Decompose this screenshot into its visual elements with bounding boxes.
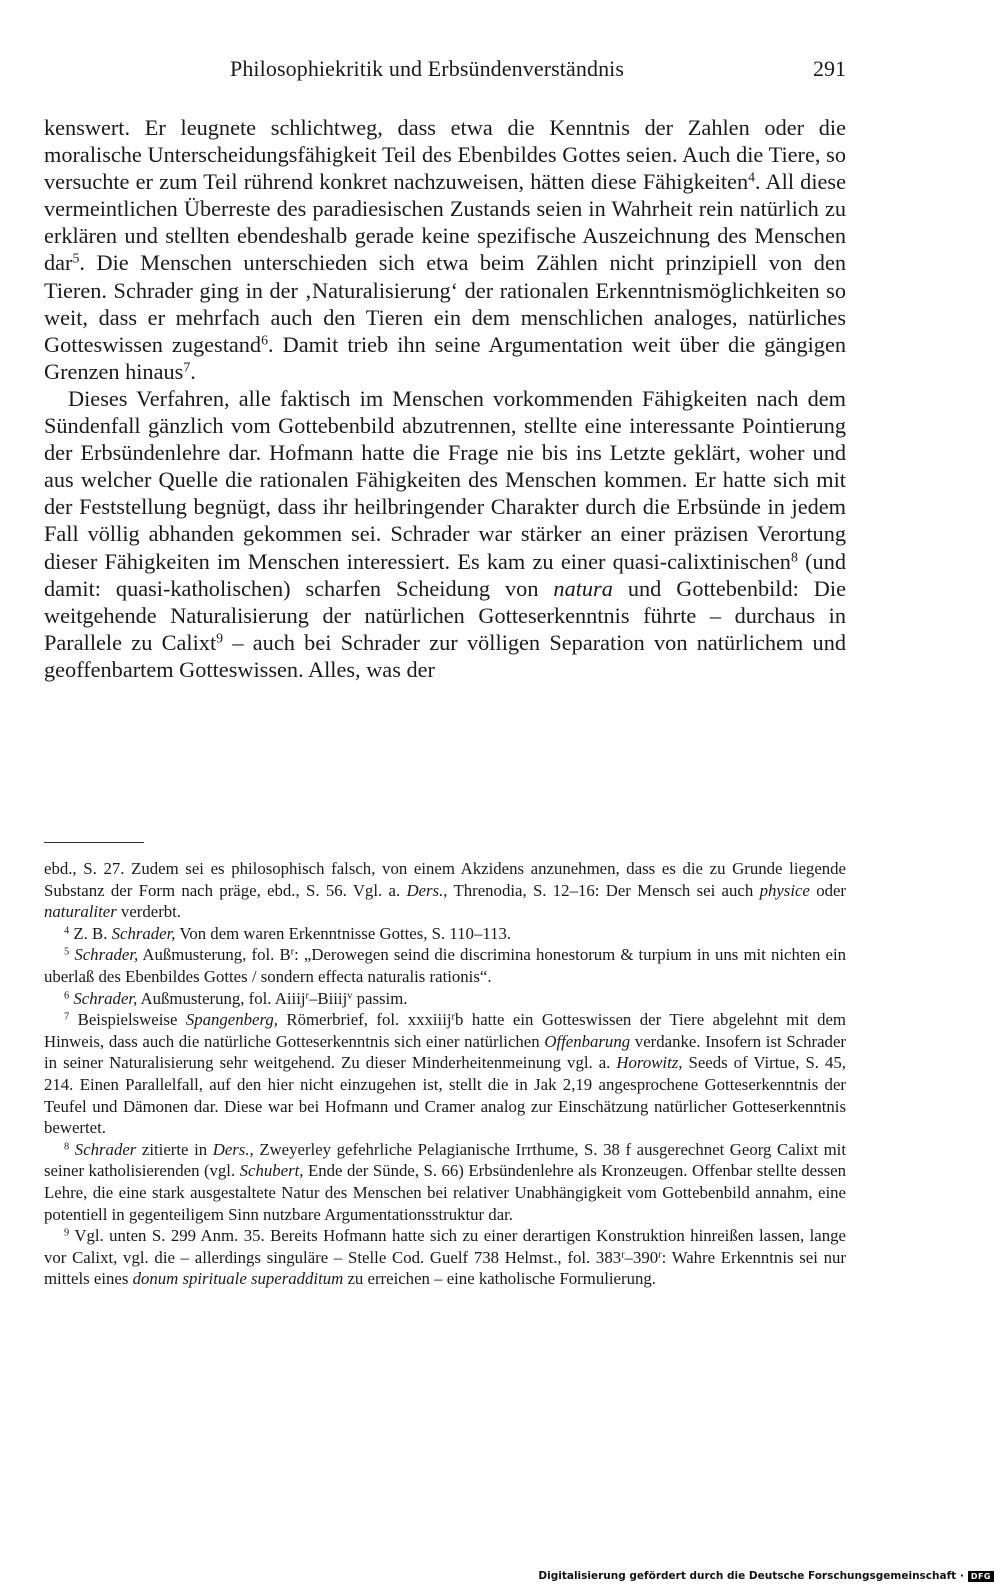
book-page <box>44 0 846 1586</box>
funding-note: Digitalisierung gefördert durch die Deutsche Forschungsgemeinschaft · <box>538 1570 964 1582</box>
footnote-ref-9[interactable]: 9 <box>216 630 224 646</box>
footnote-ref-4[interactable]: 4 <box>748 169 756 185</box>
footnote-ref-6[interactable]: 6 <box>261 332 268 348</box>
page-number: 291 <box>813 56 846 81</box>
dfg-logo: DFG <box>968 1571 994 1582</box>
footnote-5: $^5$ Schrader, Außmusterung, fol. $B^r$: „Derowegen seind die discrimina honestorum & turpium in uns mit nichten ein uberlaß des Ebenbildes Gottes / sondern effecta naturalis rationis“. <box>44 945 846 986</box>
paragraph-1: kenswert. Er leugnete schlichtweg, dass etwa die Kenntnis der Zahlen oder die moralische Unterscheidungsfähigkeit Teil des Ebenbildes Gottes seien. Auch die Tiere, so versuchte er zum Teil rührend konkret nachzuweisen, hätten diese Fähigkeiten$^4$. All diese vermeintlichen Überreste des paradiesischen Zustands seien in Wahrheit rein natürlich zu erklären und stellten ebendeshalb gerade keine spezifische Auszeichnung des Menschen dar$^5$. Die Menschen unterschieden sich etwa beim Zählen nicht prinzipiell von den Tieren. Schrader ging in der ‚Naturalisierung‘ der rationalen Erkenntnismöglichkeiten so weit, dass er mehrfach auch den Tieren ein dem menschlichen analoges, natürliches Gotteswissen zugestand$^6$. Damit trieb ihn seine Argumentation weit über die gängigen Grenzen hinaus$^7$. <box>44 115 846 384</box>
footnote-6: $^6$ Schrader, Außmusterung, fol. Aiiij$^r$–Biiij$^v$ passim. <box>64 988 408 1008</box>
running-head: Philosophiekritik und Erbsündenverständnis <box>230 56 625 81</box>
main-text <box>44 114 846 683</box>
footnote-ref-8[interactable]: 8 <box>790 548 798 564</box>
footnote-8: $^8$ Schrader zitierte in Ders., Zweyerley gefehrliche Pelagianische Irrthume, S. 38 f ausgerechnet Georg Calixt mit seiner katholisierenden (vgl. Schubert, Ende der Sünde, S. 66) Erbsündenlehre als Kronzeugen. Offenbar stellte dessen Lehre, die eine stark ausgestaltete Natur des Menschen bei relativer Unabhängigkeit vom Gottebenbild annahm, eine potentiell in gegenteiligem Sinn nutzbare Argumentationsstruktur dar. <box>44 1139 846 1224</box>
page-header <box>44 56 846 88</box>
footnote-ref-7[interactable]: 7 <box>183 359 191 375</box>
footnote-7: $^7$ Beispielsweise Spangenberg, Römerbrief, fol. xxxiiij$^r$b hatte ein Gotteswissen der Tiere abgelehnt mit dem Hinweis, dass auch die natürliche Gotteserkenntnis sich einer natürlichen Offenbarung verdanke. Insofern ist Schrader in seiner Naturalisierung sehr weitgehend. Zu dieser Minderheitenmeinung vgl. a. Horowitz, Seeds of Virtue, S. 45, 214. Einen Parallelfall, auf den hier nicht einzugehen ist, stellt die in Jak 2,19 angesprochene Gotteserkenntnis der Teufel und Dämonen dar. Diese war bei Hofmann und Cramer analog zur Einschätzung natürlicher Gotteserkenntnis bewertet. <box>44 1010 846 1138</box>
footnote-9: $^9$ Vgl. unten S. 299 Anm. 35. Bereits Hofmann hatte sich zu einer derartigen Konstruktion hinreißen lassen, lange vor Calixt, vgl. die – allerdings singuläre – Stelle Cod. Guelf 738 Helmst., fol. 383$^r$–390$^r$: Wahre Erkenntnis sei nur mittels eines donum spirituale superadditum zu erreichen – eine katholische Formulierung. <box>44 1226 846 1289</box>
footnote-ref-5[interactable]: 5 <box>72 250 80 266</box>
footnote-4: $^4$ Z. B. Schrader, Von dem waren Erkenntnisse Gottes, S. 110–113. <box>64 923 512 943</box>
footnotes <box>44 858 846 1290</box>
footnote-separator <box>44 842 144 843</box>
digitization-credit <box>538 1570 994 1582</box>
footnote-continued: ebd., S. 27. Zudem sei es philosophisch falsch, von einem Akzidens anzunehmen, dass es die zu Grunde liegende Substanz der Form nach präge, ebd., S. 56. Vgl. a. Ders., Threnodia, S. 12–16: Der Mensch sei auch physice oder naturaliter verderbt. <box>44 859 847 922</box>
paragraph-2: Dieses Verfahren, alle faktisch im Menschen vorkommenden Fähigkeiten nach dem Sündenfall gänzlich vom Gottebenbild abzutrennen, stellte eine interessante Pointierung der Erbsündenlehre dar. Hofmann hatte die Frage nie bis ins Letzte geklärt, woher und aus welcher Quelle die rationalen Fähigkeiten des Menschen kommen. Er hatte sich mit der Feststellung begnügt, dass ihr heilbringender Charakter durch die Erbsünde in jedem Fall völlig abhanden gekommen sei. Schrader war stärker an einer präzisen Verortung dieser Fähigkeiten im Menschen interessiert. Es kam zu einer quasi-calixtinischen$^8$ (und damit: quasi-katholischen) scharfen Scheidung von natura und Gottebenbild: Die weitgehende Naturalisierung der natürlichen Gotteserkenntnis führte – durchaus in Parallele zu Calixt$^9$ – auch bei Schrader zur völligen Separation von natürlichem und geoffenbartem Gotteswissen. Alles, was der <box>44 385 846 682</box>
